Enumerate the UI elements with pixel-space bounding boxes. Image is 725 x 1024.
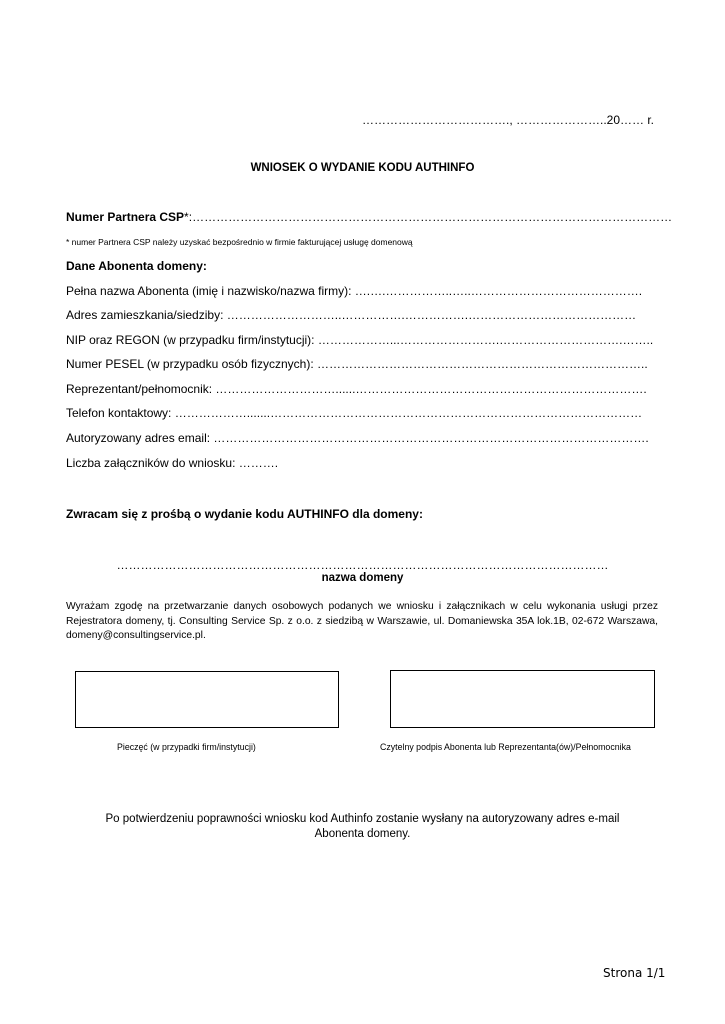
field-email: Autoryzowany adres email: ………………………………………………………………………………………………. <box>66 431 649 445</box>
partner-number-marker: *: <box>184 210 193 224</box>
signature-box <box>390 670 655 728</box>
stamp-box <box>75 671 339 728</box>
partner-footnote: * numer Partnera CSP należy uzyskać bezpośrednio w firmie fakturującej usługę domenową <box>66 237 413 247</box>
domain-name-label: nazwa domeny <box>321 572 404 584</box>
field-representative: Reprezentant/pełnomocnik: …………………………......………………………………………………………………. <box>66 382 647 396</box>
field-address: Adres zamieszkania/siedziby: ………………………..…………….…………….…………………………………… <box>66 308 637 322</box>
page-number: Strona 1/1 <box>603 966 666 980</box>
notice-line-2: Abonenta domeny. <box>314 828 411 840</box>
domain-name-dots: …………………………………………………………………………………………………………… <box>116 558 609 572</box>
partner-number-field <box>66 210 672 224</box>
notice-line-1: Po potwierdzeniu poprawności wniosku kod Authinfo zostanie wysłany na autoryzowany adres e-mail <box>105 813 620 825</box>
request-statement: Zwracam się z prośbą o wydanie kodu AUTHINFO dla domeny: <box>66 507 423 521</box>
signature-caption: Czytelny podpis Abonenta lub Reprezentanta(ów)/Pełnomocnika <box>380 742 631 752</box>
partner-number-dots: ………………………………………………………………………………………………………… <box>192 210 673 224</box>
consent-paragraph: Wyrażam zgodę na przetwarzanie danych osobowych podanych we wniosku i załącznikach w celu wykonania usługi przez Rejestratora domeny, tj. Consulting Service Sp. z o.o. z siedzibą w Warszawie, ul. Domaniewska 35A lok.1B, 02-672 Warszawa, domeny@consultingservice.pl. <box>66 601 658 641</box>
subscriber-section-title: Dane Abonenta domeny: <box>66 259 207 273</box>
field-nip-regon: NIP oraz REGON (w przypadku firm/instytucji): ………………...…………………….………………………….…….. <box>66 333 654 347</box>
document-title: WNIOSEK O WYDANIE KODU AUTHINFO <box>250 162 475 174</box>
stamp-caption: Pieczęć (w przypadki firm/instytucji) <box>117 742 256 752</box>
date-place-line: ………………………………., …………………..20…… r. <box>362 113 655 127</box>
confirmation-notice <box>0 812 725 842</box>
field-pesel: Numer PESEL (w przypadku osób fizycznych): ……………………………………………………………………….. <box>66 357 648 371</box>
field-attachments-count: Liczba załączników do wniosku: ………. <box>66 456 279 470</box>
partner-number-label: Numer Partnera CSP <box>66 210 185 224</box>
field-full-name: Pełna nazwa Abonenta (imię i nazwisko/nazwa firmy): ….….……………..…..……………………………………. <box>66 284 643 298</box>
field-phone: Telefon kontaktowy: ……………….......………………………………………………………………………………… <box>66 406 643 420</box>
